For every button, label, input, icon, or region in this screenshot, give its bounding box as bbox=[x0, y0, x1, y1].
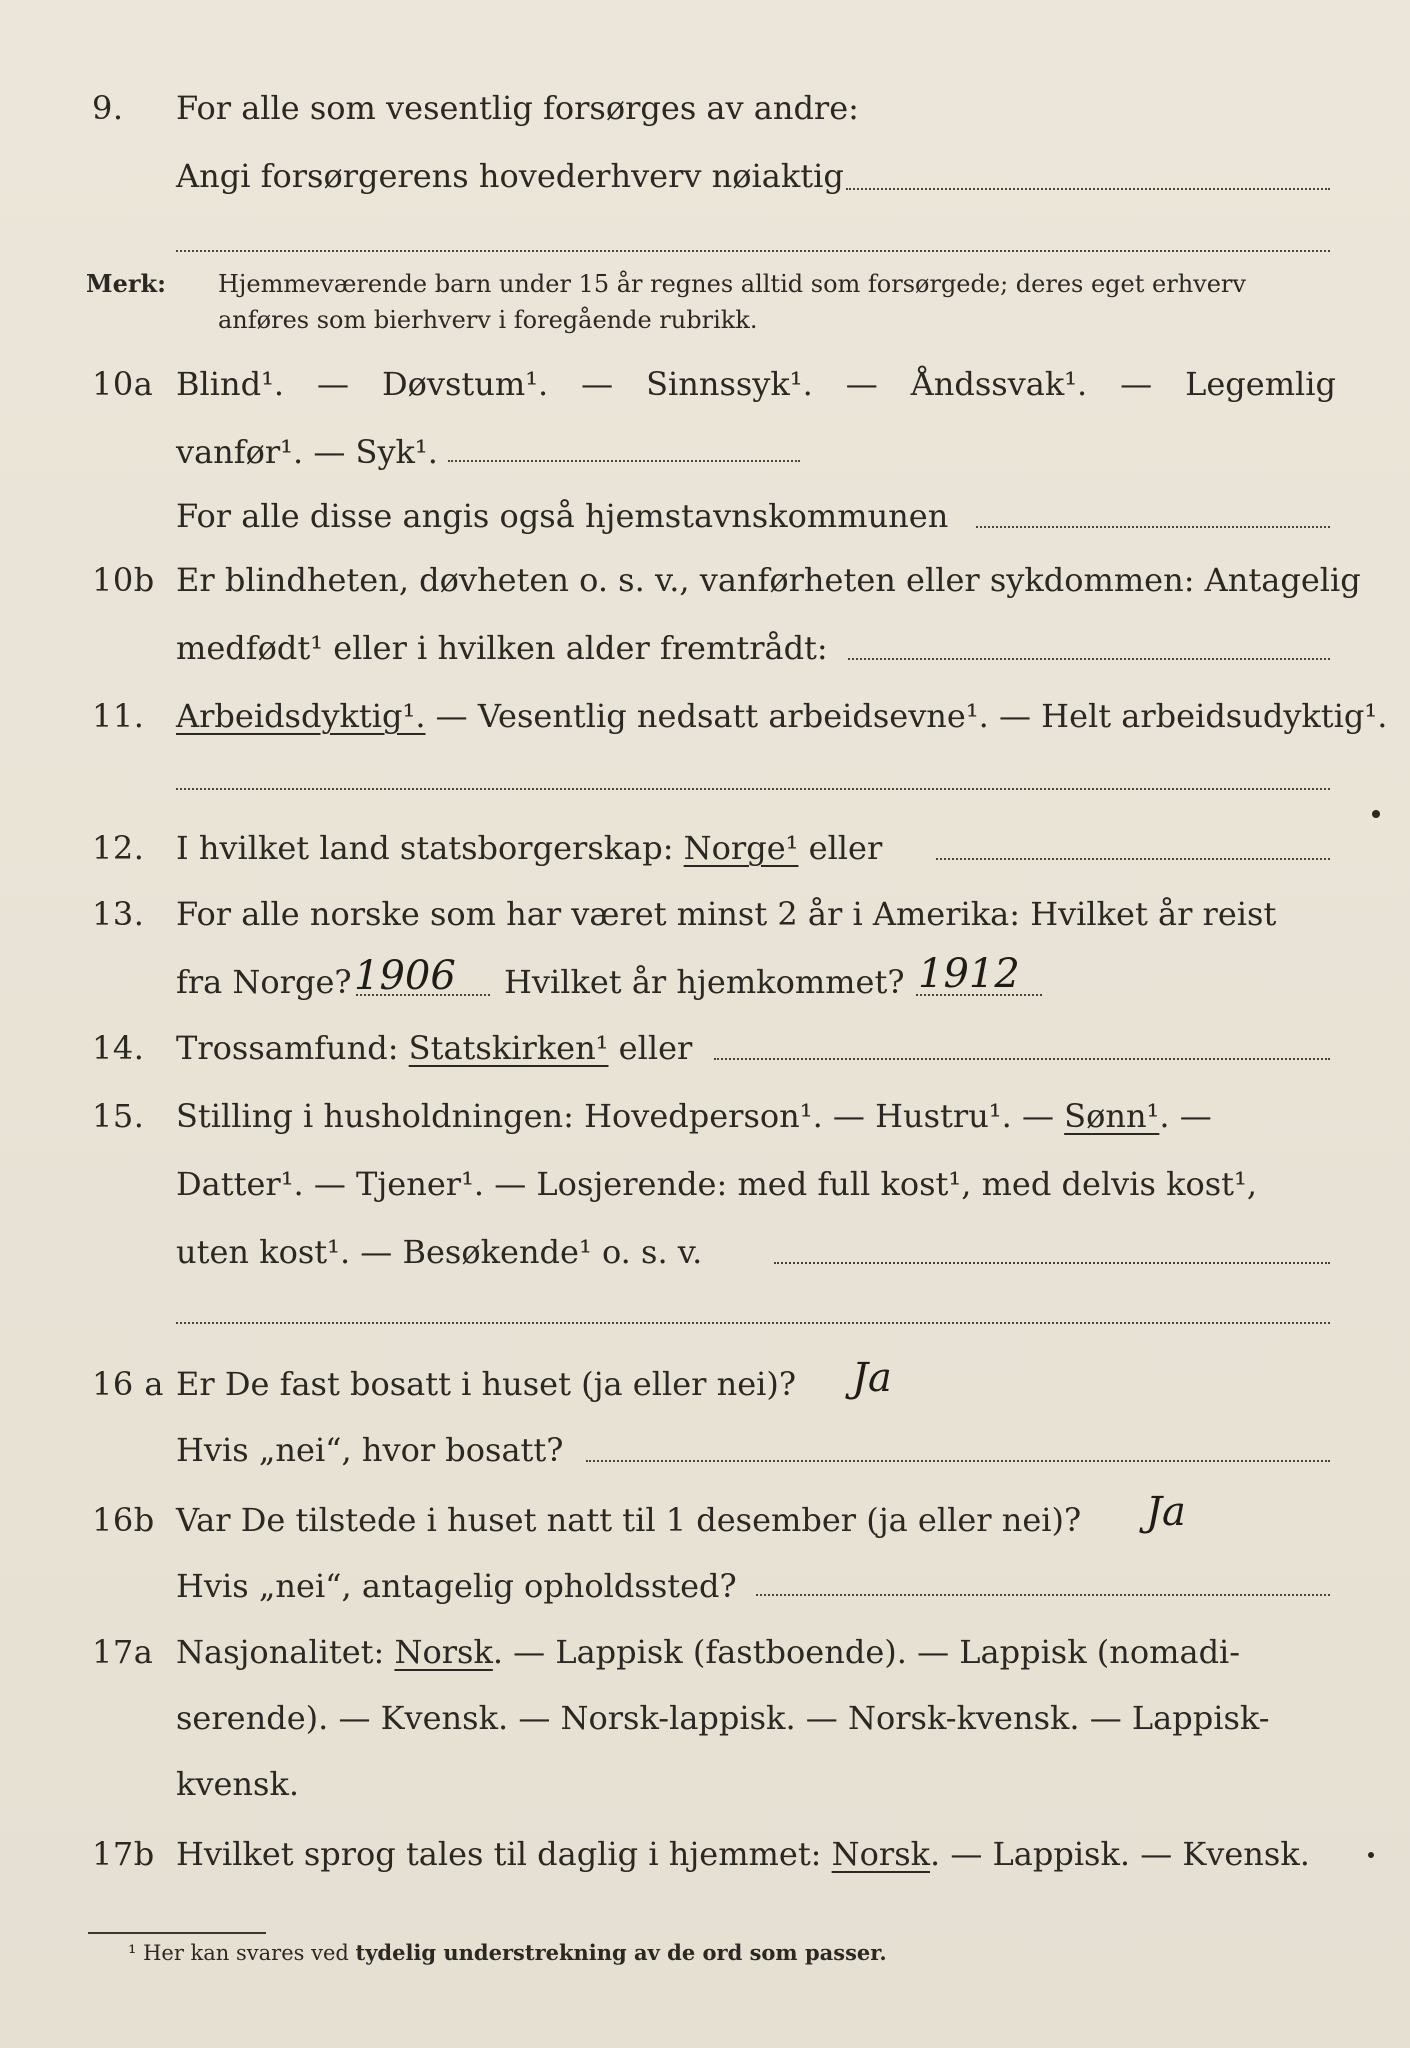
note-text: Hjemmeværende barn under 15 år regnes alltid som forsørgede; deres eget erhverv bbox=[218, 270, 1246, 298]
item-10b bbox=[0, 552, 1410, 608]
question-text: Er De fast bosatt i huset (ja eller nei)? bbox=[176, 1365, 797, 1403]
option-text: . — Lappisk (fastboende). — Lappisk (nomadi- bbox=[492, 1633, 1241, 1671]
item-number: 12. bbox=[92, 829, 145, 867]
answer-line[interactable] bbox=[848, 658, 1330, 660]
item-10a-line3 bbox=[0, 488, 1410, 544]
question-prefix: Trossamfund: bbox=[176, 1029, 409, 1067]
item-number: 9. bbox=[92, 89, 124, 127]
question-text: serende). — Kvensk. — Norsk-lappisk. — Norsk-kvensk. — Lappisk- bbox=[176, 1699, 1270, 1737]
selected-option: Statskirken¹ bbox=[408, 1029, 609, 1067]
question-text bbox=[176, 688, 1387, 744]
selected-option: Norsk bbox=[394, 1633, 493, 1671]
question-text: For alle disse angis også hjemstavnskommunen bbox=[176, 497, 949, 535]
answer-line[interactable] bbox=[356, 994, 490, 996]
item-16b bbox=[0, 1489, 1410, 1548]
dash: — bbox=[845, 365, 878, 403]
item-10a-line2 bbox=[0, 424, 1410, 480]
option-text: Stilling i husholdningen: Hovedperson¹. — Hustru¹. — bbox=[176, 1097, 1065, 1135]
question-suffix: eller bbox=[798, 829, 883, 867]
question-text bbox=[176, 1088, 1212, 1144]
answer-line[interactable] bbox=[586, 1460, 1330, 1462]
item-13 bbox=[0, 886, 1410, 942]
item-9 bbox=[0, 80, 1410, 136]
selected-option: Norsk bbox=[831, 1835, 930, 1873]
item-17a-line2 bbox=[0, 1690, 1410, 1746]
handwritten-answer-present: Ja bbox=[1146, 1489, 1186, 1535]
answer-line[interactable] bbox=[846, 188, 1330, 190]
question-text: uten kost¹. — Besøkende¹ o. s. v. bbox=[176, 1233, 703, 1271]
item-number: 10a bbox=[92, 365, 154, 403]
question-text bbox=[176, 1020, 692, 1076]
question-text bbox=[176, 1826, 1310, 1882]
item-number: 10b bbox=[92, 561, 155, 599]
answer-line[interactable] bbox=[448, 460, 800, 462]
dash: — bbox=[317, 365, 350, 403]
handwritten-answer-resident: Ja bbox=[852, 1355, 892, 1401]
question-text: kvensk. bbox=[176, 1765, 299, 1803]
item-number: 13. bbox=[92, 895, 145, 933]
option-blind: Blind¹. bbox=[176, 365, 285, 403]
question-text: Hvis „nei“, hvor bosatt? bbox=[176, 1431, 564, 1469]
question-text: fra Norge? bbox=[176, 963, 352, 1001]
ink-speck bbox=[1368, 1852, 1374, 1858]
item-15-line3 bbox=[0, 1224, 1410, 1280]
option-dovstum: Døvstum¹. bbox=[381, 365, 549, 403]
item-16a bbox=[0, 1356, 1410, 1412]
option-legemlig: Legemlig bbox=[1185, 365, 1336, 403]
item-15-line2 bbox=[0, 1156, 1410, 1212]
question-text: vanfør¹. — Syk¹. bbox=[176, 433, 438, 471]
item-number: 15. bbox=[92, 1097, 145, 1135]
answer-line[interactable] bbox=[176, 1322, 1330, 1324]
ink-speck bbox=[1372, 810, 1380, 818]
question-text bbox=[176, 820, 882, 876]
footnote-rule bbox=[88, 1932, 266, 1934]
option-text: . — bbox=[1159, 1097, 1212, 1135]
item-number: 17b bbox=[92, 1835, 155, 1873]
item-15 bbox=[0, 1088, 1410, 1144]
handwritten-answer-emigrated: 1906 bbox=[354, 953, 456, 999]
item-17a bbox=[0, 1624, 1410, 1680]
item-10b-line2 bbox=[0, 620, 1410, 676]
answer-line[interactable] bbox=[176, 788, 1330, 790]
question-text: For alle som vesentlig forsørges av andre: bbox=[176, 89, 859, 127]
dash: — bbox=[581, 365, 614, 403]
item-number: 11. bbox=[92, 697, 145, 735]
selected-option: Norge¹ bbox=[683, 829, 799, 867]
option-sinnssyk: Sinnssyk¹. bbox=[646, 365, 813, 403]
option-andssvak: Åndssvak¹. bbox=[910, 365, 1088, 403]
answer-line[interactable] bbox=[714, 1058, 1330, 1060]
option-text: . — Lappisk. — Kvensk. bbox=[930, 1835, 1310, 1873]
question-text: For alle norske som har været minst 2 år i Amerika: Hvilket år reist bbox=[176, 895, 1277, 933]
selected-option: Sønn¹ bbox=[1064, 1097, 1160, 1135]
question-text: Angi forsørgerens hovederhverv nøiaktig bbox=[176, 157, 844, 195]
footnote-emphasis: tydelig understrekning av de ord som passer. bbox=[355, 1940, 887, 1965]
item-17a-line3 bbox=[0, 1756, 1410, 1812]
question-text: Hvis „nei“, antagelig opholdssted? bbox=[176, 1567, 737, 1605]
selected-option: Arbeidsdyktig¹. bbox=[176, 697, 426, 735]
footnote-mark: ¹ bbox=[128, 1941, 137, 1965]
handwritten-answer-returned: 1912 bbox=[918, 951, 1020, 997]
question-text: Er blindheten, døvheten o. s. v., vanførheten eller sykdommen: Antagelig bbox=[176, 561, 1361, 599]
item-16a-line2 bbox=[0, 1422, 1410, 1478]
answer-line[interactable] bbox=[756, 1594, 1330, 1596]
question-prefix: I hvilket land statsborgerskap: bbox=[176, 829, 684, 867]
footnote-text: Her kan svares ved bbox=[136, 1941, 356, 1965]
question-suffix: eller bbox=[608, 1029, 693, 1067]
footnote bbox=[128, 1938, 887, 1968]
option-text: — Vesentlig nedsatt arbeidsevne¹. — Helt arbeidsudyktig¹. bbox=[425, 697, 1388, 735]
question-text: medfødt¹ eller i hvilken alder fremtrådt: bbox=[176, 629, 828, 667]
question-text: Hvilket år hjemkommet? bbox=[504, 963, 905, 1001]
question-text bbox=[176, 356, 1336, 412]
item-14 bbox=[0, 1020, 1410, 1076]
answer-line[interactable] bbox=[774, 1262, 1330, 1264]
note-label: Merk: bbox=[86, 269, 166, 298]
question-prefix: Nasjonalitet: bbox=[176, 1633, 395, 1671]
question-text: Var De tilstede i huset natt til 1 desember (ja eller nei)? bbox=[176, 1501, 1082, 1539]
item-number: 14. bbox=[92, 1029, 145, 1067]
question-text bbox=[176, 1624, 1240, 1680]
item-13-line2 bbox=[0, 951, 1410, 1010]
question-text: Datter¹. — Tjener¹. — Losjerende: med full kost¹, med delvis kost¹, bbox=[176, 1165, 1258, 1203]
item-17b bbox=[0, 1826, 1410, 1882]
item-number: 16b bbox=[92, 1501, 155, 1539]
item-11 bbox=[0, 688, 1410, 744]
item-number: 17a bbox=[92, 1633, 154, 1671]
answer-line[interactable] bbox=[916, 994, 1042, 996]
item-9-line2 bbox=[0, 148, 1410, 204]
answer-line[interactable] bbox=[936, 858, 1330, 860]
answer-line[interactable] bbox=[976, 526, 1330, 528]
note-text: anføres som bierhverv i foregående rubrikk. bbox=[218, 306, 758, 334]
item-12 bbox=[0, 820, 1410, 876]
item-10a bbox=[0, 356, 1410, 412]
item-number: 16 a bbox=[92, 1365, 164, 1403]
item-16b-line2 bbox=[0, 1558, 1410, 1614]
answer-line[interactable] bbox=[176, 250, 1330, 252]
question-prefix: Hvilket sprog tales til daglig i hjemmet: bbox=[176, 1835, 832, 1873]
dash: — bbox=[1120, 365, 1153, 403]
